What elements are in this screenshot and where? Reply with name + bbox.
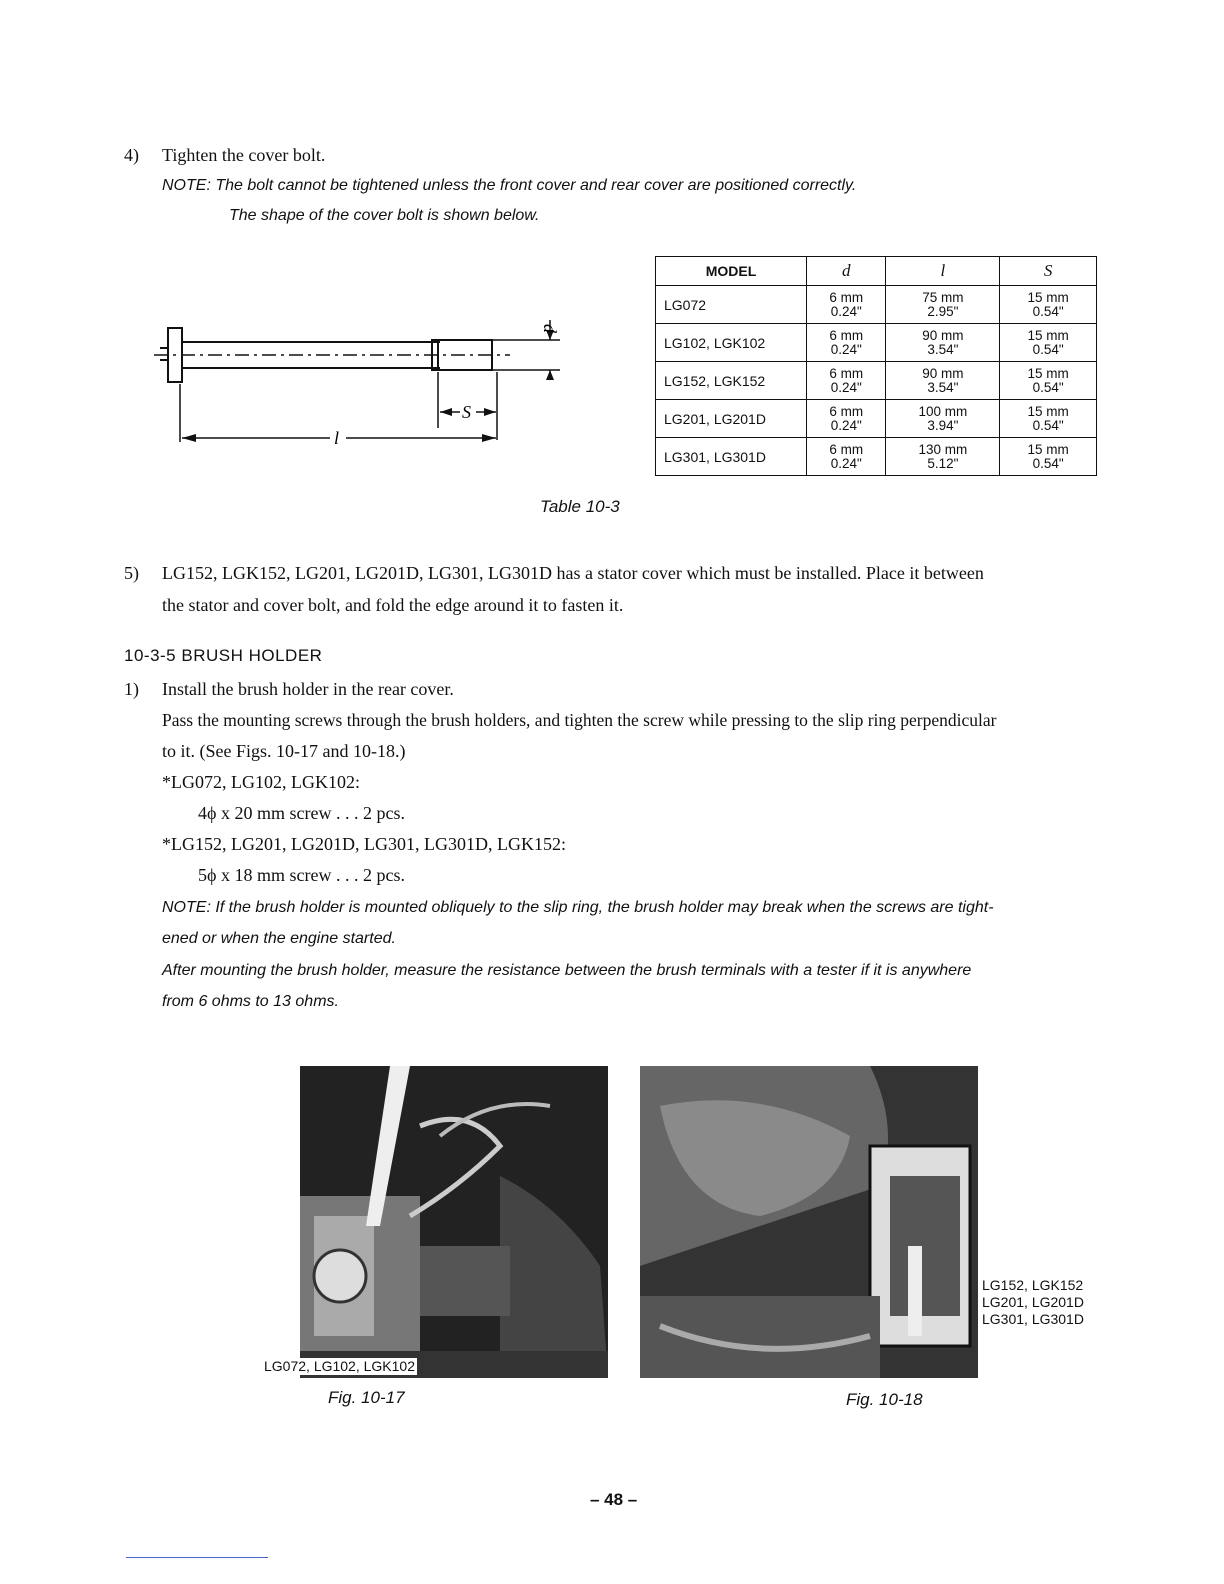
table-row	[656, 324, 1097, 362]
screw-group-1-spec: 4ϕ x 20 mm screw . . . 2 pcs.	[198, 803, 405, 823]
step1-text: Install the brush holder in the rear cover.	[162, 679, 454, 699]
fig-10-17-photo	[300, 1066, 608, 1378]
step1-number: 1)	[124, 679, 139, 699]
note-text: The bolt cannot be tightened unless the front cover and rear cover are positioned correctly.	[215, 177, 857, 194]
brush-holder-photo-2	[640, 1066, 978, 1378]
cell-l: 75 mm 2.95"	[886, 286, 1000, 324]
section-title: 10-3-5 BRUSH HOLDER	[124, 646, 323, 665]
page-number: – 48 –	[590, 1490, 638, 1509]
table-caption: Table 10-3	[540, 497, 620, 516]
cell-s: 15 mm 0.54"	[1000, 286, 1097, 324]
cell-s: 15 mm 0.54"	[1000, 324, 1097, 362]
cell-model: LG201, LG201D	[656, 400, 807, 438]
table-row	[656, 362, 1097, 400]
label-d: d	[540, 324, 560, 333]
table-header-row	[656, 257, 1097, 286]
cell-l: 90 mm 3.54"	[886, 324, 1000, 362]
cover-bolt-diagram	[140, 300, 580, 460]
step1-note-line1	[162, 898, 994, 918]
step4-note	[162, 176, 856, 196]
cell-d: 6 mm 0.24"	[807, 400, 886, 438]
fig-10-18-models-1: LG152, LGK152	[982, 1277, 1084, 1293]
label-s: S	[462, 402, 471, 422]
fig-10-18-photo	[640, 1066, 978, 1378]
cell-d: 6 mm 0.24"	[807, 324, 886, 362]
step4-text: Tighten the cover bolt.	[162, 145, 326, 165]
cell-model: LG301, LG301D	[656, 438, 807, 476]
step5-line2: the stator and cover bolt, and fold the edge around it to fasten it.	[162, 595, 624, 615]
label-l: l	[334, 428, 340, 448]
header-model: MODEL	[656, 257, 807, 286]
cell-l: 130 mm 5.12"	[886, 438, 1000, 476]
step4-number: 4)	[124, 145, 139, 165]
step1-note-line2: ened or when the engine started.	[162, 930, 396, 947]
table-row	[656, 286, 1097, 324]
step5-number: 5)	[124, 563, 139, 583]
step1-paragraph-1: Pass the mounting screws through the brush holders, and tighten the screw while pressing to the slip ring perpendicular	[162, 710, 997, 730]
table-row	[656, 438, 1097, 476]
cell-model: LG152, LGK152	[656, 362, 807, 400]
screw-group-2-models: *LG152, LG201, LG201D, LG301, LG301D, LGK152:	[162, 834, 566, 854]
cell-s: 15 mm 0.54"	[1000, 400, 1097, 438]
note-label: NOTE:	[162, 177, 211, 194]
cover-bolt-table	[655, 256, 1097, 476]
footer-rule	[126, 1557, 268, 1558]
cell-s: 15 mm 0.54"	[1000, 362, 1097, 400]
fig-10-17-caption: Fig. 10-17	[328, 1388, 405, 1407]
fig-10-18-models-3: LG301, LG301D	[982, 1311, 1084, 1327]
step1-paragraph-2: to it. (See Figs. 10-17 and 10-18.)	[162, 741, 406, 761]
cell-s: 15 mm 0.54"	[1000, 438, 1097, 476]
fig-10-18-caption: Fig. 10-18	[846, 1390, 923, 1409]
brush-holder-photo-1	[300, 1066, 608, 1378]
cell-model: LG102, LGK102	[656, 324, 807, 362]
note-label: NOTE:	[162, 899, 211, 916]
header-l: l	[886, 257, 1000, 286]
cell-model: LG072	[656, 286, 807, 324]
step4-note-2: The shape of the cover bolt is shown below.	[229, 207, 540, 224]
cell-d: 6 mm 0.24"	[807, 438, 886, 476]
fig-10-17-models: LG072, LG102, LGK102	[264, 1358, 415, 1374]
note-text: If the brush holder is mounted obliquely to the slip ring, the brush holder may break when the screws are tight-	[215, 899, 994, 916]
screw-group-1-models: *LG072, LG102, LGK102:	[162, 772, 360, 792]
cell-l: 90 mm 3.54"	[886, 362, 1000, 400]
step1-note-line4: from 6 ohms to 13 ohms.	[162, 993, 339, 1010]
header-s: S	[1000, 257, 1097, 286]
step1-note-line3: After mounting the brush holder, measure the resistance between the brush terminals with a tester if it is anywhere	[162, 962, 972, 979]
fig-10-18-models-2: LG201, LG201D	[982, 1294, 1084, 1310]
cell-l: 100 mm 3.94"	[886, 400, 1000, 438]
step5-line1: LG152, LGK152, LG201, LG201D, LG301, LG301D has a stator cover which must be installed. Place it between	[162, 563, 984, 583]
table-row	[656, 400, 1097, 438]
cell-d: 6 mm 0.24"	[807, 362, 886, 400]
cell-d: 6 mm 0.24"	[807, 286, 886, 324]
header-d: d	[807, 257, 886, 286]
screw-group-2-spec: 5ϕ x 18 mm screw . . . 2 pcs.	[198, 865, 405, 885]
